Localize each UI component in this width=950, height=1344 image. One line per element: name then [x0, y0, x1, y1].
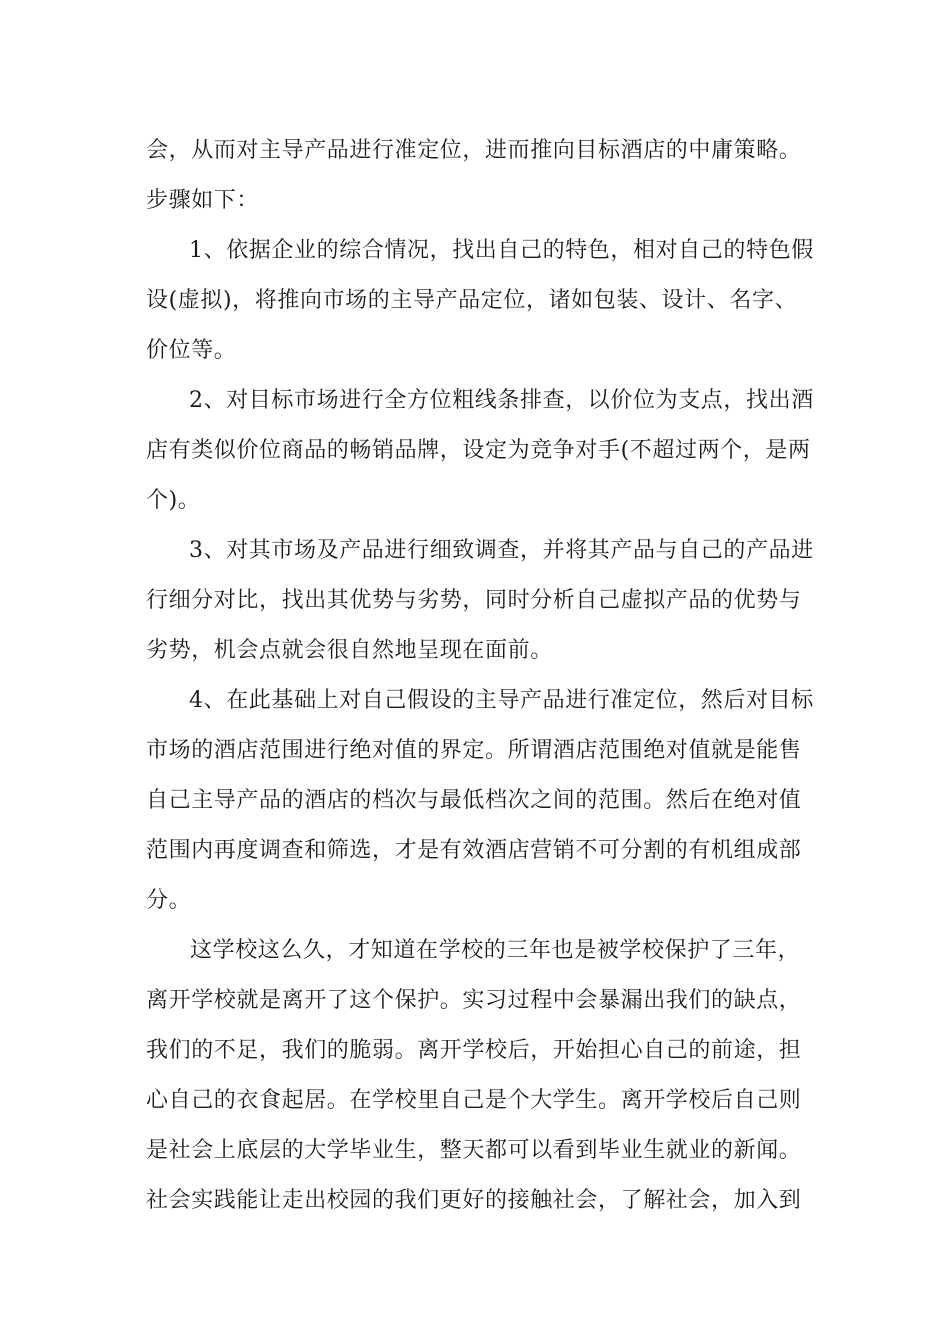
- text-line: 店有类似价位商品的畅销品牌，设定为竞争对手(不超过两个，是两: [146, 438, 811, 463]
- text-line: 劣势，机会点就会很自然地呈现在面前。: [146, 638, 553, 663]
- text-line: 1、依据企业的综合情况，找出自己的特色，相对自己的特色假: [189, 238, 814, 263]
- text-line: 范围内再度调查和筛选，才是有效酒店营销不可分割的有机组成部: [146, 838, 802, 863]
- text-line: 我们的不足，我们的脆弱。离开学校后，开始担心自己的前途，担: [146, 1038, 802, 1063]
- text-line: 自己主导产品的酒店的档次与最低档次之间的范围。然后在绝对值: [146, 788, 802, 813]
- text-line: 社会实践能让走出校园的我们更好的接触社会，了解社会，加入到: [146, 1188, 802, 1213]
- text-line: 行细分对比，找出其优势与劣势，同时分析自己虚拟产品的优势与: [146, 588, 802, 613]
- text-line: 会，从而对主导产品进行准定位，进而推向目标酒店的中庸策略。: [146, 138, 802, 163]
- text-line: 分。: [146, 888, 192, 913]
- text-line: 3、对其市场及产品进行细致调查，并将其产品与自己的产品进: [189, 538, 814, 563]
- text-line: 价位等。: [146, 338, 237, 363]
- text-line: 个)。: [146, 488, 201, 513]
- text-line: 步骤如下：: [146, 188, 260, 213]
- text-line: 是社会上底层的大学毕业生，整天都可以看到毕业生就业的新闻。: [146, 1138, 802, 1163]
- text-line: 2、对目标市场进行全方位粗线条排查，以价位为支点，找出酒: [189, 388, 814, 413]
- text-line: 市场的酒店范围进行绝对值的界定。所谓酒店范围绝对值就是能售: [146, 738, 802, 763]
- text-line: 离开学校就是离开了这个保护。实习过程中会暴漏出我们的缺点，: [146, 988, 802, 1013]
- text-line: 设(虚拟)，将推向市场的主导产品定位，诸如包装、设计、名字、: [146, 288, 798, 313]
- text-line: 4、在此基础上对自己假设的主导产品进行准定位，然后对目标: [189, 688, 814, 713]
- text-line: 心自己的衣食起居。在学校里自己是个大学生。离开学校后自己则: [146, 1088, 802, 1113]
- text-line: 这学校这么久，才知道在学校的三年也是被学校保护了三年，: [190, 938, 801, 963]
